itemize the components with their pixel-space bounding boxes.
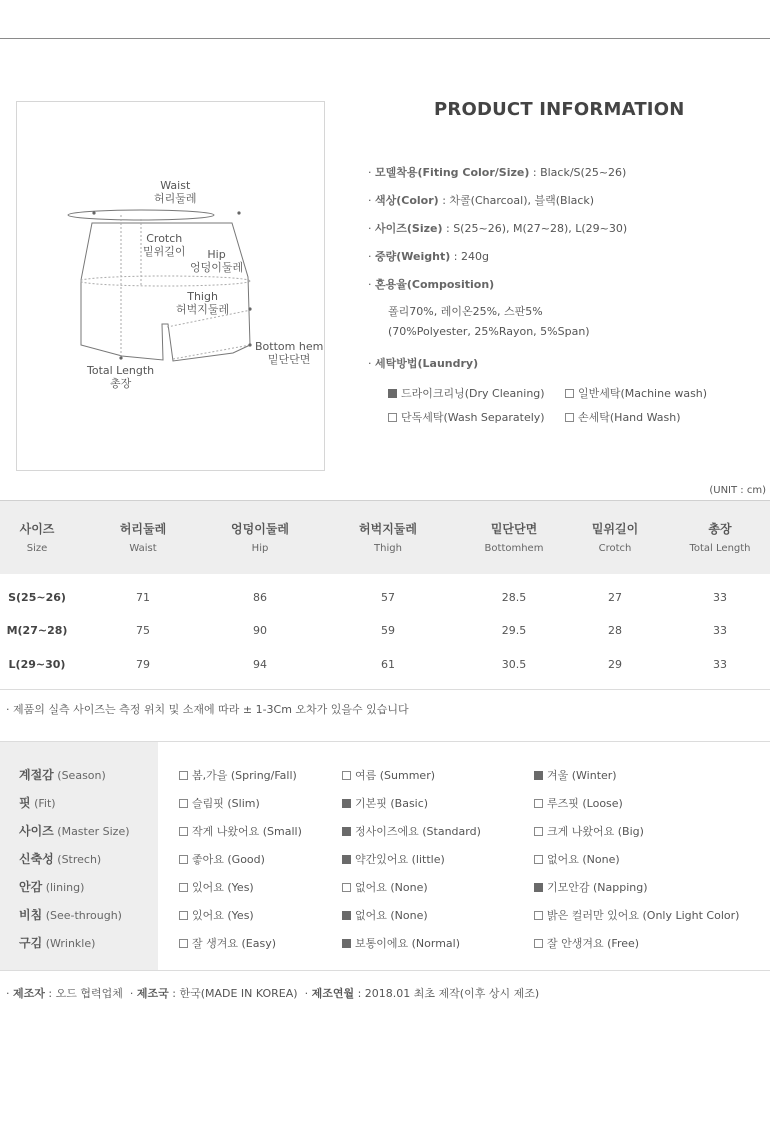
composition-en: (70%Polyester, 25%Rayon, 5%Span) <box>388 325 590 338</box>
checkbox-empty-icon <box>179 911 188 920</box>
attributes-bottom-divider <box>0 970 770 971</box>
column-header-en: Crotch <box>598 543 632 554</box>
diagram-label-bottom-hem: Bottom hem 밑단단면 <box>255 340 324 366</box>
size-table-header <box>0 500 770 574</box>
top-divider <box>0 38 770 39</box>
table-cell: 33 <box>713 591 727 604</box>
table-cell: 28.5 <box>501 591 527 604</box>
checkbox-empty-icon <box>534 855 543 864</box>
attribute-option: 약간있어요 (little) <box>342 851 445 867</box>
attribute-option: 없어요 (None) <box>342 907 428 923</box>
attribute-label: 구김 (Wrinkle) <box>19 936 96 950</box>
laundry-hand-wash: 손세탁(Hand Wash) <box>565 409 681 425</box>
column-header-ko: 엉덩이둘레 <box>231 522 289 536</box>
attribute-option: 봄,가을 (Spring/Fall) <box>179 767 297 783</box>
table-cell: 29.5 <box>501 624 527 637</box>
attribute-option: 없어요 (None) <box>534 851 620 867</box>
spec-composition: · 혼용율(Composition) <box>368 278 495 291</box>
table-cell: 71 <box>136 591 150 604</box>
table-cell: 79 <box>136 658 150 671</box>
spec-color: · 색상(Color) : 차콜(Charcoal), 블랙(Black) <box>368 194 595 207</box>
diagram-label-total-length: Total Length 총장 <box>87 364 155 390</box>
column-header-ko: 밑위길이 <box>591 522 639 536</box>
checkbox-empty-icon <box>179 939 188 948</box>
table-row-size: S(25~26) <box>8 591 66 604</box>
checkbox-checked-icon <box>342 827 351 836</box>
checkbox-empty-icon <box>179 855 188 864</box>
column-header-ko: 허벅지둘레 <box>359 522 417 536</box>
table-cell: 86 <box>253 591 267 604</box>
manufacturer-info: · 제조자 : 오드 협력업체 · 제조국 : 한국(MADE IN KOREA) · 제조연월 : 2018.01 최초 제작(이후 상시 제조) <box>6 987 540 1000</box>
column-header-en: Bottomhem <box>484 543 544 554</box>
product-info-title: PRODUCT INFORMATION <box>434 99 685 120</box>
shorts-outline-icon <box>17 102 326 472</box>
column-header-ko: 총장 <box>708 522 732 536</box>
attribute-label: 비침 (See-through) <box>19 908 122 922</box>
column-header-en: Hip <box>251 543 269 554</box>
table-cell: 75 <box>136 624 150 637</box>
size-note: · 제품의 실측 사이즈는 측정 위치 및 소재에 따라 ± 1-3Cm 오차가 있을수 있습니다 <box>6 703 409 716</box>
attribute-label: 사이즈 (Master Size) <box>19 824 130 838</box>
composition-ko: 폴리70%, 레이온25%, 스판5% <box>388 305 543 318</box>
checkbox-empty-icon <box>342 771 351 780</box>
diagram-label-thigh: Thigh 허벅지둘레 <box>176 290 230 316</box>
checkbox-checked-icon <box>342 939 351 948</box>
table-cell: 57 <box>381 591 395 604</box>
table-cell: 27 <box>608 591 622 604</box>
table-cell: 61 <box>381 658 395 671</box>
attribute-option: 여름 (Summer) <box>342 767 435 783</box>
column-header-en: Total Length <box>689 543 751 554</box>
checkbox-checked-icon <box>534 883 543 892</box>
checkbox-empty-icon <box>388 413 397 422</box>
table-cell: 94 <box>253 658 267 671</box>
table-bottom-divider <box>0 689 770 690</box>
checkbox-empty-icon <box>534 939 543 948</box>
checkbox-empty-icon <box>179 771 188 780</box>
table-row-size: L(29~30) <box>8 658 66 671</box>
checkbox-checked-icon <box>342 911 351 920</box>
attribute-option: 잘 생겨요 (Easy) <box>179 935 276 951</box>
laundry-machine-wash: 일반세탁(Machine wash) <box>565 385 707 401</box>
attribute-option: 크게 나왔어요 (Big) <box>534 823 644 839</box>
attribute-option: 보통이에요 (Normal) <box>342 935 460 951</box>
attribute-option: 밝은 컬러만 있어요 (Only Light Color) <box>534 907 739 923</box>
attribute-label: 핏 (Fit) <box>19 796 56 810</box>
checkbox-empty-icon <box>534 911 543 920</box>
column-header-en: Thigh <box>374 543 402 554</box>
attribute-label: 안감 (lining) <box>19 880 85 894</box>
attribute-option: 잘 안생겨요 (Free) <box>534 935 639 951</box>
checkbox-empty-icon <box>179 883 188 892</box>
attribute-option: 좋아요 (Good) <box>179 851 265 867</box>
attribute-option: 기본핏 (Basic) <box>342 795 428 811</box>
attribute-option: 겨울 (Winter) <box>534 767 617 783</box>
checkbox-empty-icon <box>179 799 188 808</box>
shorts-diagram <box>16 101 325 471</box>
checkbox-empty-icon <box>565 413 574 422</box>
table-cell: 29 <box>608 658 622 671</box>
table-cell: 33 <box>713 624 727 637</box>
attribute-option: 루즈핏 (Loose) <box>534 795 623 811</box>
table-cell: 30.5 <box>501 658 527 671</box>
attribute-option: 없어요 (None) <box>342 879 428 895</box>
table-cell: 33 <box>713 658 727 671</box>
table-cell: 90 <box>253 624 267 637</box>
attribute-label: 신축성 (Strech) <box>19 852 102 866</box>
attribute-label: 계절감 (Season) <box>19 768 106 782</box>
checkbox-empty-icon <box>534 827 543 836</box>
laundry-dry-cleaning: 드라이크리닝(Dry Cleaning) <box>388 385 545 401</box>
laundry-wash-separately: 단독세탁(Wash Separately) <box>388 409 545 425</box>
column-header-ko: 사이즈 <box>19 522 55 536</box>
spec-laundry: · 세탁방법(Laundry) <box>368 357 479 370</box>
spec-weight: · 중량(Weight) : 240g <box>368 250 489 263</box>
checkbox-checked-icon <box>388 389 397 398</box>
column-header-ko: 밑단단면 <box>490 522 538 536</box>
attribute-option: 정사이즈에요 (Standard) <box>342 823 481 839</box>
attribute-option: 작게 나왔어요 (Small) <box>179 823 302 839</box>
attribute-option: 슬림핏 (Slim) <box>179 795 260 811</box>
diagram-label-waist: Waist 허리둘레 <box>154 179 197 205</box>
diagram-label-hip: Hip 엉덩이둘레 <box>190 248 244 274</box>
unit-label: (UNIT : cm) <box>709 485 766 496</box>
checkbox-empty-icon <box>534 799 543 808</box>
checkbox-empty-icon <box>565 389 574 398</box>
attribute-option: 있어요 (Yes) <box>179 907 254 923</box>
table-cell: 59 <box>381 624 395 637</box>
checkbox-empty-icon <box>179 827 188 836</box>
checkbox-checked-icon <box>342 799 351 808</box>
checkbox-checked-icon <box>342 855 351 864</box>
spec-size: · 사이즈(Size) : S(25~26), M(27~28), L(29~30) <box>368 222 628 235</box>
checkbox-checked-icon <box>534 771 543 780</box>
column-header-ko: 허리둘레 <box>119 522 167 536</box>
spec-model-fit: · 모델착용(Fiting Color/Size) : Black/S(25~26) <box>368 166 627 179</box>
checkbox-empty-icon <box>342 883 351 892</box>
attribute-option: 있어요 (Yes) <box>179 879 254 895</box>
diagram-label-crotch: Crotch 밑위길이 <box>143 232 186 258</box>
column-header-en: Waist <box>129 543 157 554</box>
column-header-en: Size <box>26 543 48 554</box>
attribute-option: 기모안감 (Napping) <box>534 879 648 895</box>
table-cell: 28 <box>608 624 622 637</box>
table-row-size: M(27~28) <box>6 624 68 637</box>
